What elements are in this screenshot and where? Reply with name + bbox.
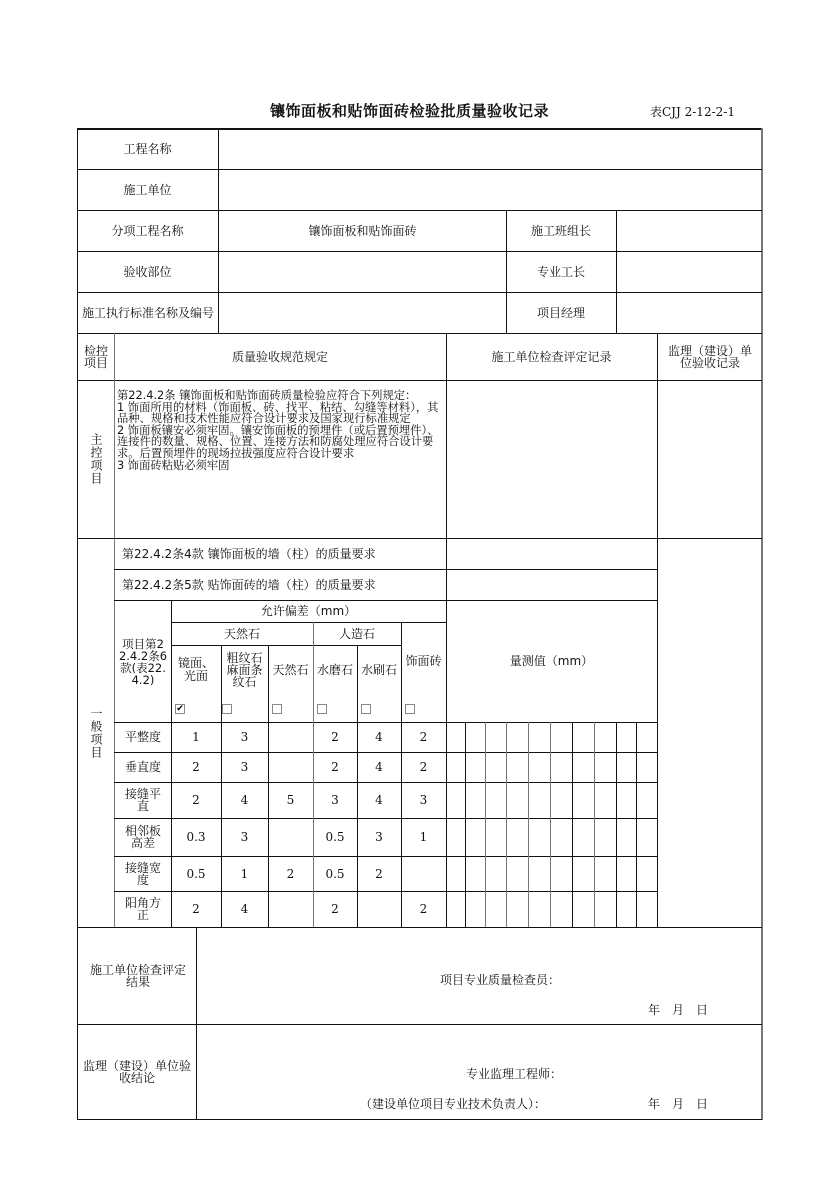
measured-value-cell[interactable] <box>617 892 636 927</box>
manager-field[interactable] <box>617 292 761 333</box>
tolerance-value: 3 <box>419 793 428 807</box>
subcol-label: 水刷石 <box>360 663 397 677</box>
clause-5-record[interactable] <box>447 570 657 600</box>
main-control-label: 主控项目 <box>89 433 103 485</box>
manager-label: 项目经理 <box>536 305 585 320</box>
tolerance-value: 0.5 <box>186 866 206 881</box>
checkbox-natural-stone[interactable] <box>272 704 282 714</box>
spec-line: 3 饰面砖粘贴必须牢固 <box>117 458 230 472</box>
measured-value-cell[interactable] <box>466 892 485 927</box>
check-icon: ✔ <box>176 704 184 714</box>
engineer-label: 专业监理工程师： <box>466 1067 563 1081</box>
tolerance-value <box>268 891 313 927</box>
measured-value-cell[interactable] <box>507 783 528 818</box>
standard-field[interactable] <box>219 292 506 333</box>
measured-value-cell[interactable] <box>637 892 657 927</box>
measured-value-cell[interactable] <box>551 783 572 818</box>
tolerance-value: 0.5 <box>325 830 345 844</box>
measured-value-cell[interactable] <box>551 857 572 891</box>
tolerance-value: 2 <box>419 760 428 774</box>
tolerance-value <box>268 752 313 782</box>
form-code: 表CJJ 2-12-2-1 <box>650 105 735 119</box>
measured-value-cell[interactable] <box>529 723 550 752</box>
measured-value-cell[interactable] <box>447 857 465 891</box>
measured-value-cell[interactable] <box>447 892 465 927</box>
measured-value-cell[interactable] <box>617 723 636 752</box>
tolerance-value: 4 <box>240 902 249 916</box>
date-1: 年 月 日 <box>648 1003 709 1017</box>
measured-value-cell[interactable] <box>486 892 506 927</box>
subitem-label: 分项工程名称 <box>111 223 184 238</box>
measured-value-cell[interactable] <box>573 753 594 782</box>
tolerance-value: 2 <box>192 902 200 916</box>
checkbox-rough-stone[interactable] <box>222 704 232 714</box>
measured-value-cell[interactable] <box>486 723 506 752</box>
tolerance-value: 4 <box>240 793 249 807</box>
measured-value-cell[interactable] <box>637 857 657 891</box>
divider <box>196 927 197 1119</box>
row-name: 垂直度 <box>124 760 161 774</box>
project-name-field[interactable] <box>219 129 761 169</box>
tolerance-value: 1 <box>419 830 428 844</box>
measured-value-cell[interactable] <box>573 892 594 927</box>
clause-4-record[interactable] <box>447 539 657 569</box>
measured-value-cell[interactable] <box>637 723 657 752</box>
measured-value-cell[interactable] <box>507 892 528 927</box>
tolerance-value: 3 <box>331 793 339 807</box>
tolerance-value <box>268 818 313 856</box>
row-name: 相邻板高差 <box>124 824 161 850</box>
foreman-label: 专业工长 <box>536 264 585 279</box>
measured-value-cell[interactable] <box>507 753 528 782</box>
subcol-label: 镜面、光面 <box>177 656 214 683</box>
subcol-label: 粗纹石麻面条纹石 <box>226 651 263 689</box>
subcol-label: 饰面砖 <box>405 654 442 668</box>
team-leader-field[interactable] <box>617 210 761 251</box>
measured-value-cell[interactable] <box>551 723 572 752</box>
measured-header: 量测值（mm） <box>509 654 594 668</box>
border-bottom <box>77 1119 762 1120</box>
subitem-value[interactable]: 镶饰面板和贴饰面砖 <box>308 223 417 238</box>
measured-value-cell[interactable] <box>637 753 657 782</box>
tolerance-value: 5 <box>286 793 295 807</box>
row-name: 接缝平直 <box>124 787 161 813</box>
measured-value-cell[interactable] <box>637 819 657 856</box>
measured-value-cell[interactable] <box>637 783 657 818</box>
tolerance-value: 2 <box>192 760 200 774</box>
supervisor-conclusion-label: 监理（建设）单位验收结论 <box>82 1058 191 1085</box>
contractor-label: 施工单位 <box>123 182 172 197</box>
tolerance-value <box>268 722 313 752</box>
measured-value-cell[interactable] <box>529 753 550 782</box>
measured-value-cell[interactable] <box>573 857 594 891</box>
tolerance-value: 0.5 <box>325 866 345 881</box>
measured-value-cell[interactable] <box>595 753 616 782</box>
subcol-label: 天然石 <box>272 663 309 677</box>
measured-value-cell[interactable] <box>507 819 528 856</box>
checkbox-granite-plaster[interactable] <box>361 704 371 714</box>
tolerance-value: 2 <box>192 793 200 807</box>
supervisor-conclusion-field[interactable] <box>200 1030 420 1060</box>
spec-column-header: 质量验收规范规定 <box>231 349 328 364</box>
measured-value-cell[interactable] <box>595 783 616 818</box>
row-name: 阳角方正 <box>124 896 161 922</box>
main-control-contractor-record[interactable] <box>447 381 657 538</box>
measured-value-cell[interactable] <box>447 783 465 818</box>
spec-line: 1 饰面所用的材料（饰面板、砖、找平、粘结、勾缝等材料），其品种、规格和技术性能应符合设计要求及国家现行标准规定 <box>117 400 439 426</box>
tolerance-value: 3 <box>240 830 249 844</box>
measured-value-cell[interactable] <box>447 723 465 752</box>
tolerance-value: 0.3 <box>186 830 206 844</box>
checkbox-terrazzo[interactable] <box>317 704 327 714</box>
contractor-record-header: 施工单位检查评定记录 <box>491 349 612 364</box>
measured-value-cell[interactable] <box>551 819 572 856</box>
measured-value-cell[interactable] <box>617 783 636 818</box>
measured-value-cell[interactable] <box>595 857 616 891</box>
measured-value-cell[interactable] <box>466 819 485 856</box>
tolerance-value: 2 <box>375 866 383 881</box>
measured-value-cell[interactable] <box>551 753 572 782</box>
measured-value-cell[interactable] <box>466 753 485 782</box>
measured-value-cell[interactable] <box>507 857 528 891</box>
location-label: 验收部位 <box>123 264 172 279</box>
inspector-label: 项目专业质量检查员： <box>440 973 561 987</box>
measured-value-cell[interactable] <box>486 783 506 818</box>
measured-value-cell[interactable] <box>573 819 594 856</box>
measured-value-cell[interactable] <box>617 857 636 891</box>
natural-stone-header: 天然石 <box>223 626 260 641</box>
row-name: 平整度 <box>124 730 161 744</box>
subcol-label: 水磨石 <box>316 663 353 677</box>
measured-value-cell[interactable] <box>595 819 616 856</box>
general-label: 一般项目 <box>89 706 103 759</box>
tolerance-value: 2 <box>419 902 428 916</box>
measured-value-cell[interactable] <box>486 753 506 782</box>
team-leader-label: 施工班组长 <box>530 223 591 238</box>
measured-value-cell[interactable] <box>466 723 485 752</box>
measured-value-cell[interactable] <box>466 783 485 818</box>
tolerance-value: 4 <box>375 760 383 774</box>
tolerance-value: 4 <box>375 793 383 807</box>
measured-value-cell[interactable] <box>529 892 550 927</box>
checkbox-tile[interactable] <box>405 704 415 714</box>
tolerance-value: 2 <box>286 866 295 881</box>
artificial-stone-header: 人造石 <box>338 626 375 641</box>
contractor-field[interactable] <box>219 170 761 210</box>
divider <box>171 645 401 646</box>
tolerance-header: 允许偏差（mm） <box>260 604 357 618</box>
tolerance-value: 3 <box>240 730 249 744</box>
measured-value-cell[interactable] <box>466 857 485 891</box>
date-2: 年 月 日 <box>648 1097 709 1111</box>
measured-value-cell[interactable] <box>595 892 616 927</box>
foreman-field[interactable] <box>617 251 761 292</box>
divider <box>114 333 115 927</box>
tolerance-value <box>357 891 401 927</box>
item-header: 项目第22.4.2条6款(表22.4.2) <box>118 637 168 687</box>
spec-line: 2 饰面板镶安必须牢固。镶安饰面板的预埋件（或后置预埋件）、连接件的数量、规格、位置、连接方法和防腐处理应符合设计要求。后置预埋件的现场拉拔强度应符合设计要求 <box>117 423 439 460</box>
tolerance-value: 3 <box>240 760 249 774</box>
tolerance-value: 1 <box>240 866 249 881</box>
supervisor-record-header: 监理（建设）单位验收记录 <box>667 343 752 370</box>
measured-value-cell[interactable] <box>573 723 594 752</box>
tolerance-value: 2 <box>331 760 339 774</box>
item-column-header: 检控项目 <box>84 343 109 370</box>
measured-value-cell[interactable] <box>486 857 506 891</box>
contractor-result-field[interactable] <box>200 935 420 965</box>
tolerance-value: 1 <box>192 730 200 744</box>
measured-value-cell[interactable] <box>507 723 528 752</box>
measured-value-cell[interactable] <box>529 783 550 818</box>
row-name: 接缝宽度 <box>124 860 161 887</box>
main-control-spec <box>117 390 445 471</box>
measured-value-cell[interactable] <box>595 723 616 752</box>
measured-value-cell[interactable] <box>447 753 465 782</box>
main-control-supervisor-record[interactable] <box>658 381 761 538</box>
form-title: 镶饰面板和贴饰面砖检验批质量验收记录 <box>270 102 550 120</box>
tolerance-value: 4 <box>375 730 383 744</box>
measured-value-cell[interactable] <box>573 783 594 818</box>
measured-value-cell[interactable] <box>447 819 465 856</box>
clause-5: 第22.4.2条5款 贴饰面砖的墙（柱）的质量要求 <box>122 577 376 592</box>
tolerance-value: 3 <box>375 830 383 844</box>
project-name-label: 工程名称 <box>123 141 172 156</box>
tolerance-value <box>401 856 446 891</box>
checkbox-mirror-polish[interactable] <box>175 704 185 714</box>
owner-tech-label: （建设单位项目专业技术负责人）： <box>360 1097 547 1111</box>
clause-4: 第22.4.2条4款 镶饰面板的墙（柱）的质量要求 <box>122 546 376 561</box>
tolerance-value: 2 <box>331 902 339 916</box>
border-right <box>761 128 763 1120</box>
tolerance-value: 2 <box>331 730 339 744</box>
standard-label: 施工执行标准名称及编号 <box>81 305 214 320</box>
measured-value-cell[interactable] <box>529 857 550 891</box>
measured-value-cell[interactable] <box>617 753 636 782</box>
spec-line: 第22.4.2条 镶饰面板和贴饰面砖质量检验应符合下列规定： <box>117 389 417 402</box>
tolerance-value: 2 <box>419 730 428 744</box>
measured-value-cell[interactable] <box>529 819 550 856</box>
contractor-result-label: 施工单位检查评定结果 <box>89 962 186 989</box>
measured-value-cell[interactable] <box>551 892 572 927</box>
location-field[interactable] <box>219 251 506 292</box>
measured-value-cell[interactable] <box>486 819 506 856</box>
measured-value-cell[interactable] <box>617 819 636 856</box>
